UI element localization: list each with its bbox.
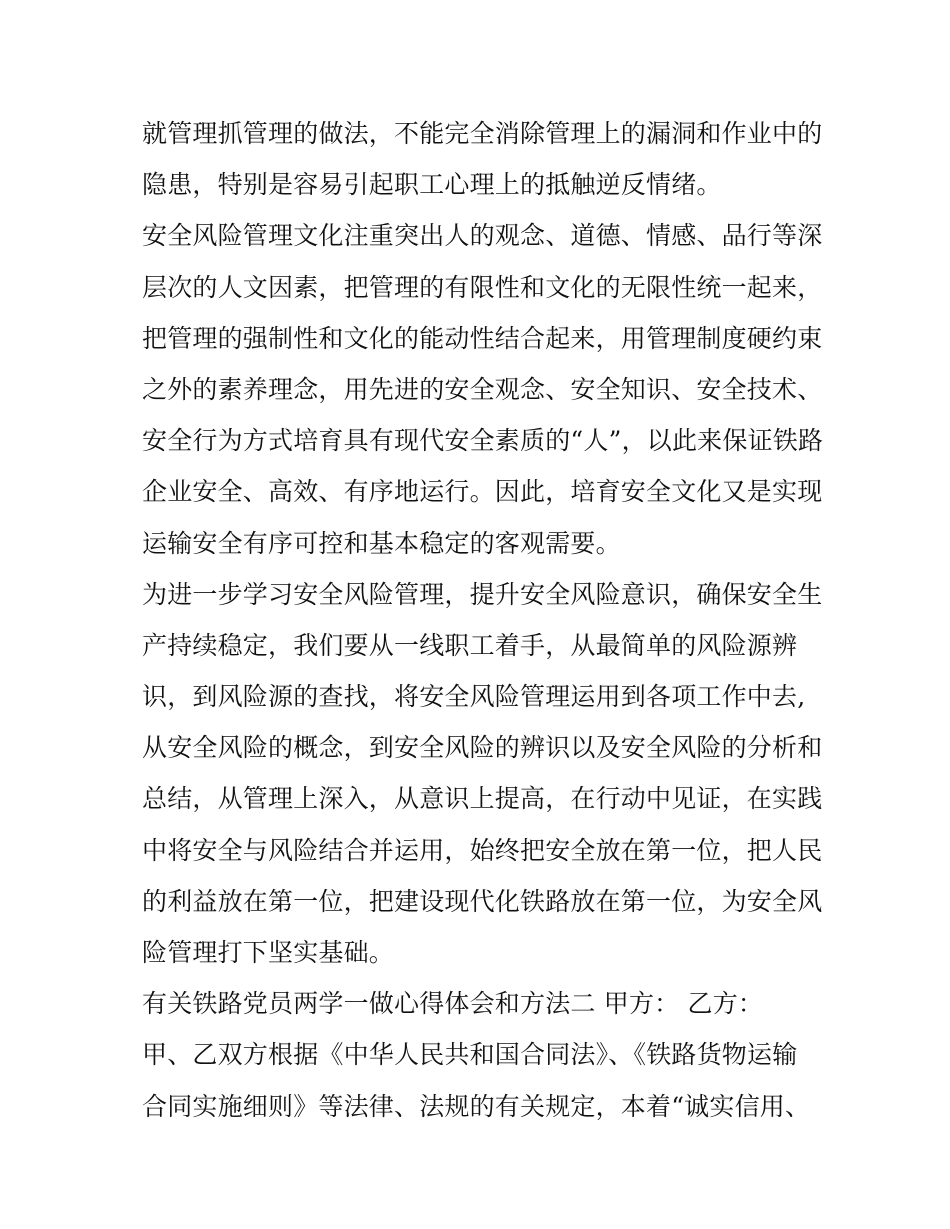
text-line: 企业安全、高效、有序地运行。因此，培育安全文化又是实现 bbox=[142, 477, 823, 507]
text-line: 甲、乙双方根据《中华人民共和国合同法》、《铁路货物运输 bbox=[142, 1040, 798, 1070]
text-line: 之外的素养理念，用先进的安全观念、安全知识、安全技术、 bbox=[142, 374, 823, 404]
text-line: 运输安全有序可控和基本稳定的客观需要。 bbox=[142, 528, 621, 558]
text-line: 把管理的强制性和文化的能动性结合起来，用管理制度硬约束 bbox=[142, 323, 823, 353]
text-line: 隐患，特别是容易引起职工心理上的抵触逆反情绪。 bbox=[142, 170, 722, 200]
text-line: 从安全风险的概念，到安全风险的辨识以及安全风险的分析和 bbox=[142, 733, 823, 763]
text-line: 合同实施细则》等法律、法规的有关规定，本着“诚实信用、 bbox=[142, 1091, 811, 1121]
text-line: 层次的人文因素，把管理的有限性和文化的无限性统一起来， bbox=[142, 272, 823, 302]
text-line: 中将安全与风险结合并运用，始终把安全放在第一位，把人民 bbox=[142, 835, 823, 865]
text-line: 险管理打下坚实基础。 bbox=[142, 938, 395, 967]
text-line: 安全风险管理文化注重突出人的观念、道德、情感、品行等深 bbox=[142, 221, 823, 251]
text-line: 为进一步学习安全风险管理，提升安全风险意识，确保安全生 bbox=[142, 579, 823, 609]
text-line: 就管理抓管理的做法，不能完全消除管理上的漏洞和作业中的 bbox=[142, 119, 823, 148]
document-body bbox=[142, 108, 822, 1132]
text-line: 识，到风险源的查找，将安全风险管理运用到各项工作中去, bbox=[142, 682, 806, 712]
text-line: 安全行为方式培育具有现代安全素质的“人”，以此来保证铁路 bbox=[142, 426, 824, 456]
text-line: 的利益放在第一位，把建设现代化铁路放在第一位，为安全风 bbox=[142, 886, 823, 916]
text-line: 产持续稳定，我们要从一线职工着手，从最简单的风险源辨 bbox=[142, 630, 798, 660]
section-heading-line: 有关铁路党员两学一做心得体会和方法二 甲方： 乙方： bbox=[142, 989, 764, 1019]
text-line: 总结，从管理上深入，从意识上提高，在行动中见证，在实践 bbox=[142, 784, 823, 814]
